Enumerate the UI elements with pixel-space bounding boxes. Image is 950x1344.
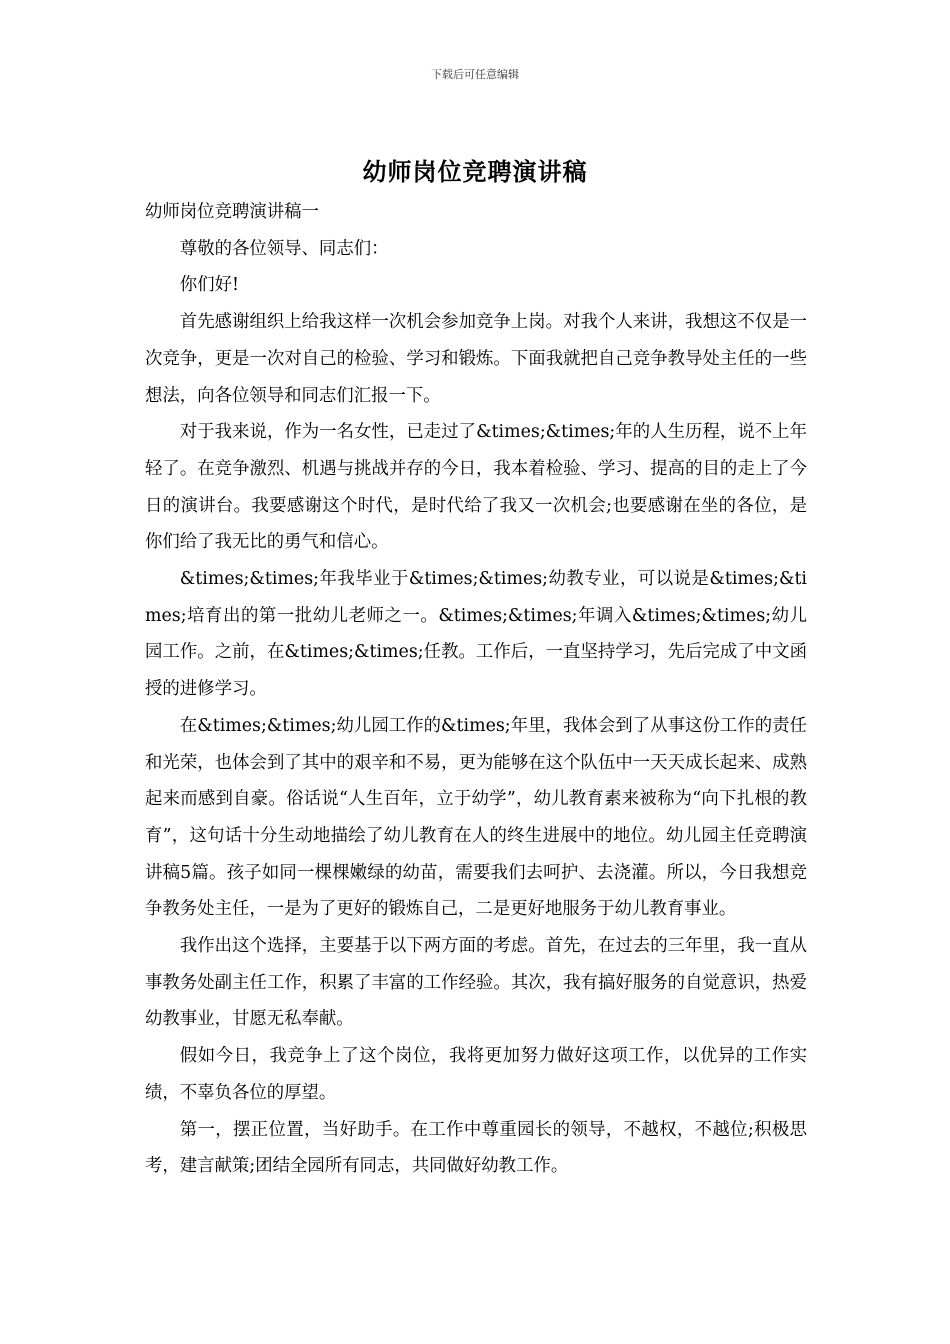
document-body — [145, 194, 807, 1185]
document-title: 幼师岗位竞聘演讲稿 — [362, 158, 588, 186]
paragraph-10: 第一，摆正位置，当好助手。在工作中尊重园长的领导，不越权，不越位;积极思考，建言献策;团结全园所有同志，共同做好幼教工作。 — [145, 1119, 807, 1177]
header-note: 下载后可任意编辑 — [431, 68, 519, 81]
paragraph-8: 我作出这个选择，主要基于以下两方面的考虑。首先，在过去的三年里，我一直从事教务处副主任工作，积累了丰富的工作经验。其次，我有搞好服务的自觉意识，热爱幼教事业，甘愿无私奉献。 — [145, 936, 807, 1030]
paragraph-9: 假如今日，我竞争上了这个岗位，我将更加努力做好这项工作，以优异的工作实绩，不辜负各位的厚望。 — [145, 1046, 807, 1103]
paragraph-4: 首先感谢组织上给我这样一次机会参加竞争上岗。对我个人来讲，我想这不仅是一次竞争，更是一次对自己的检验、学习和锻炼。下面我就把自己竞争教导处主任的一些想法，向各位领导和同志们汇报一下。 — [145, 312, 807, 406]
paragraph-7: 在&times;&times;幼儿园工作的&times;年里，我体会到了从事这份工作的责任和光荣，也体会到了其中的艰辛和不易，更为能够在这个队伍中一天天成长起来、成熟起来而感到自豪。俗话说“人生百年，立于幼学”，幼儿教育素来被称为“向下扎根的教育”，这句话十分生动地描绘了幼儿教育在人的终生进展中的地位。幼儿园主任竞聘演讲稿5篇。孩子如同一棵棵嫩绿的幼苗，需要我们去呵护、去浇灌。所以，今日我想竞争教务处主任，一是为了更好的锻炼自己，二是更好地服务于幼儿教育事业。 — [145, 715, 807, 920]
paragraph-2: 尊敬的各位领导、同志们： — [179, 238, 389, 259]
paragraph-1: 幼师岗位竞聘演讲稿一 — [145, 202, 319, 222]
paragraph-5: 对于我来说，作为一名女性，已走过了&times;&times;年的人生历程，说不上年轻了。在竞争激烈、机遇与挑战并存的今日，我本着检验、学习、提高的目的走上了今日的演讲台。我要感谢这个时代，是时代给了我又一次机会;也要感谢在坐的各位，是你们给了我无比的勇气和信心。 — [145, 422, 807, 553]
paragraph-6: &times;&times;年我毕业于&times;&times;幼教专业，可以说是&times;&times;培育出的第一批幼儿老师之一。&times;&times;年调入&times;&times;幼儿园工作。之前，在&times;&times;任教。工作后，一直坚持学习，先后完成了中文函授的进修学习。 — [145, 569, 807, 700]
paragraph-3: 你们好! — [179, 275, 239, 296]
